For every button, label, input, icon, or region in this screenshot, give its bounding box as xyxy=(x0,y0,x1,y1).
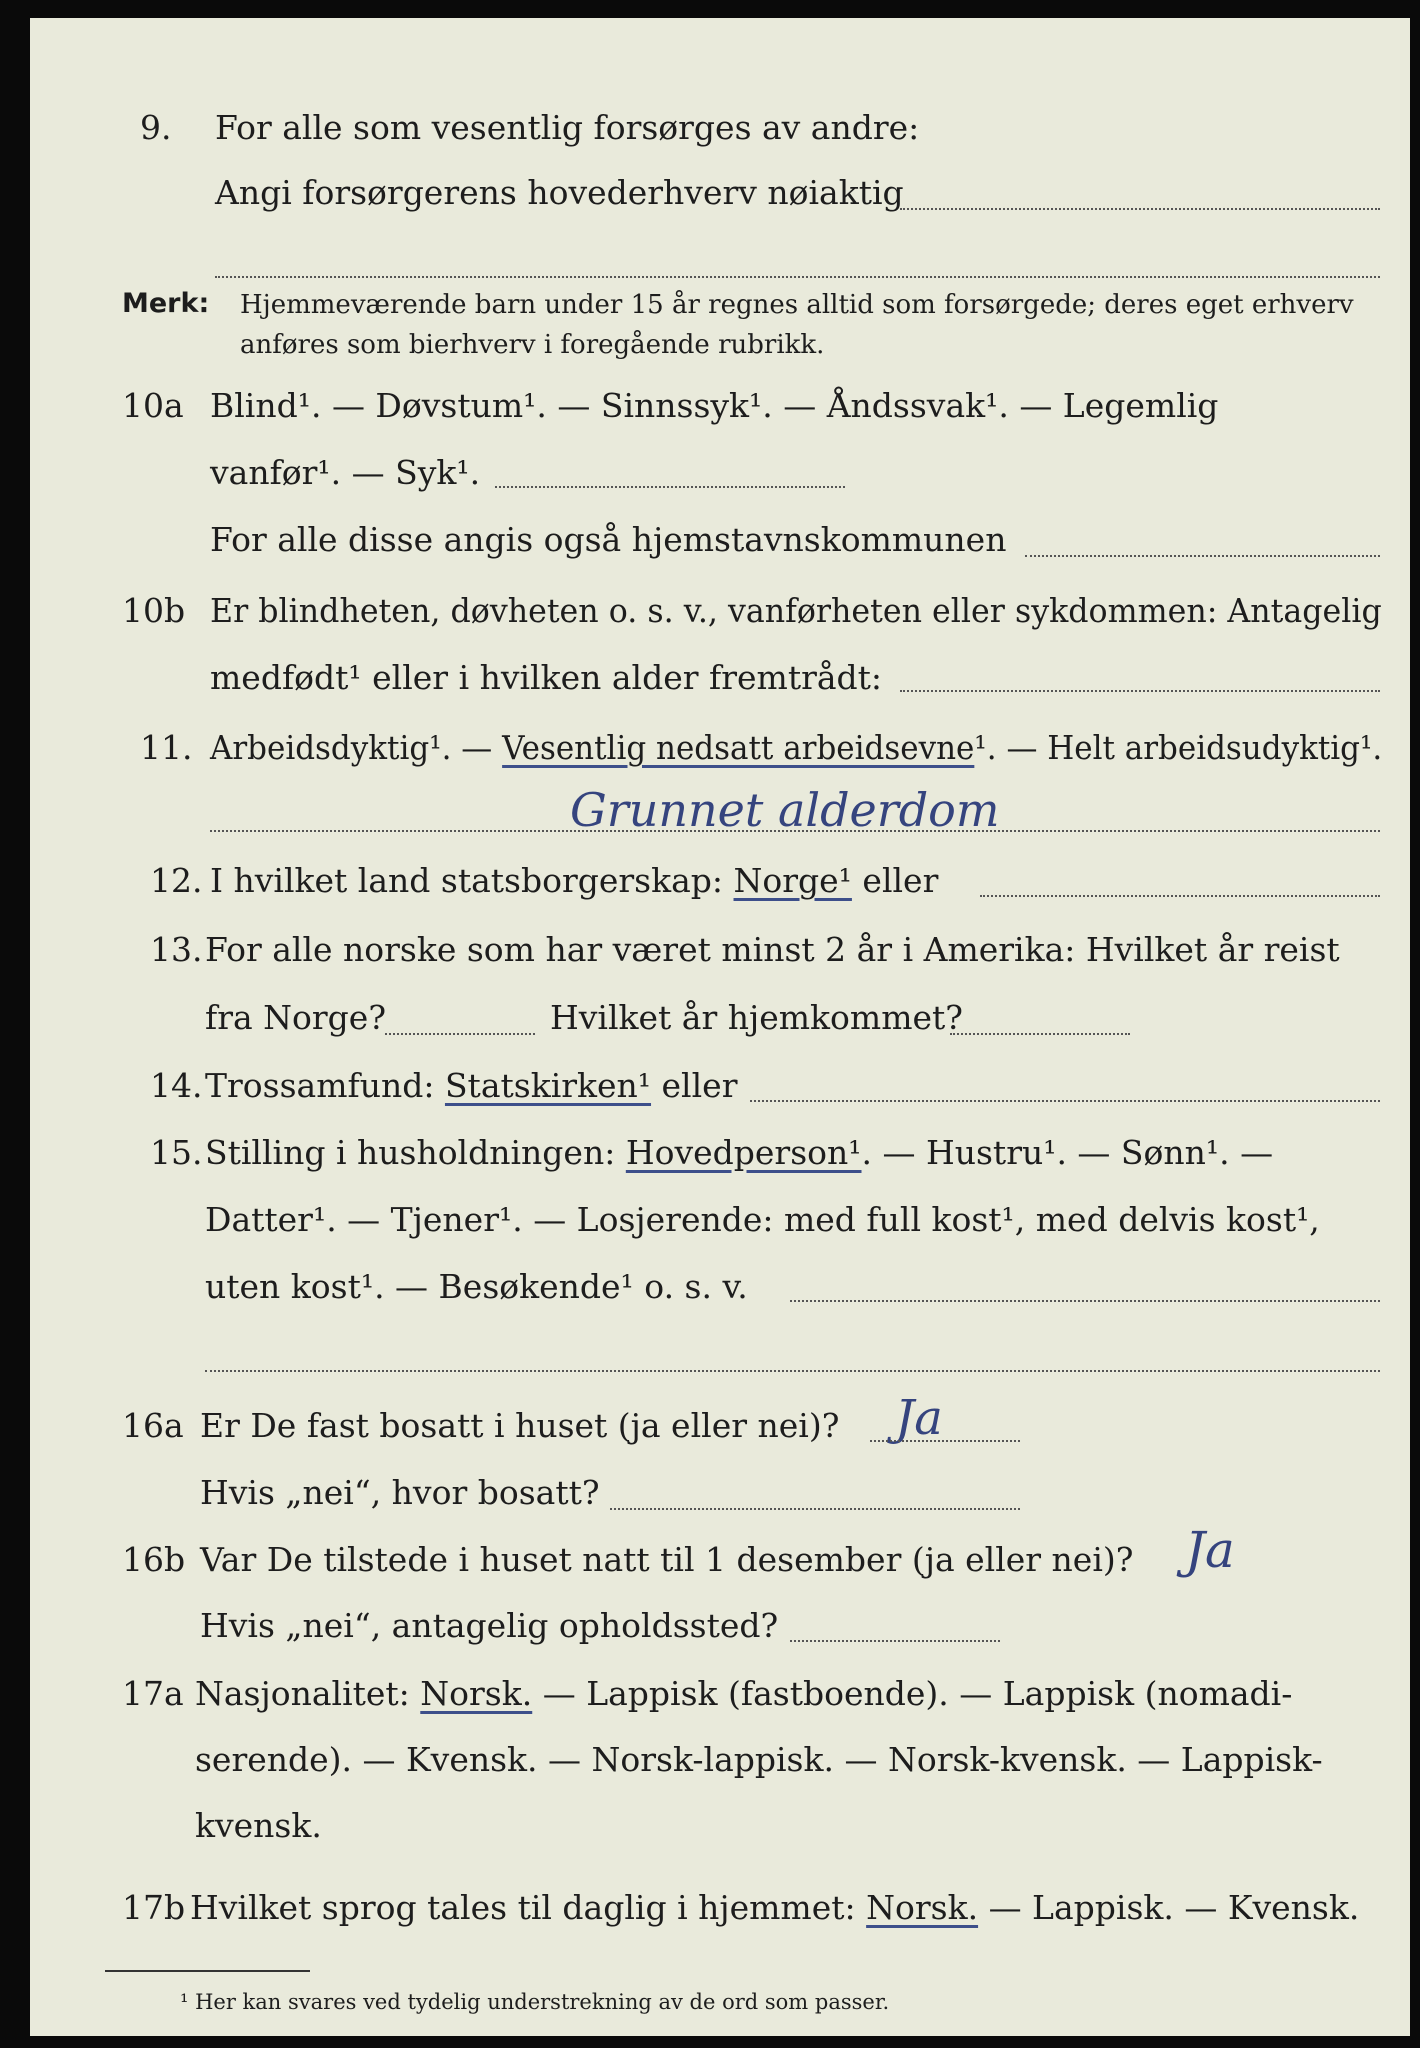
q9-text-line1: For alle som vesentlig forsørges av andre: xyxy=(215,108,920,147)
q17b-text-post: — Lappisk. — Kvensk. xyxy=(978,1888,1360,1927)
q17a-text-pre: Nasjonalitet: xyxy=(195,1674,421,1713)
q9-answer-line-2[interactable] xyxy=(215,276,1380,278)
q16b-text-line2: Hvis „nei“, antagelig opholdssted? xyxy=(200,1606,779,1645)
q10a-number: 10a xyxy=(122,386,184,425)
q14-text-pre: Trossamfund: xyxy=(205,1066,445,1105)
q10b-text-line2: medfødt¹ eller i hvilken alder fremtrådt: xyxy=(210,658,883,697)
q15-answer-line[interactable] xyxy=(790,1300,1380,1302)
q15-text-line2: Datter¹. — Tjener¹. — Losjerende: med full kost¹, med delvis kost¹, xyxy=(205,1200,1320,1239)
q14-answer-line[interactable] xyxy=(750,1100,1380,1102)
q9-text-line2: Angi forsørgerens hovederhverv nøiaktig xyxy=(215,173,904,212)
q16b-handwritten-answer: Ja xyxy=(1185,1521,1235,1579)
q12-text-pre: I hvilket land statsborgerskap: xyxy=(210,861,734,900)
q12-underlined-choice[interactable]: Norge¹ xyxy=(733,861,852,900)
q13-reist-line[interactable] xyxy=(385,1033,535,1035)
q10b-answer-line[interactable] xyxy=(900,690,1380,692)
q13-text-line2a: fra Norge? xyxy=(205,998,387,1037)
q16a-bosatt-line[interactable] xyxy=(610,1508,1020,1510)
q16a-text-line1: Er De fast bosatt i huset (ja eller nei)? xyxy=(200,1406,840,1445)
q14-number: 14. xyxy=(150,1066,203,1105)
merk-label: Merk: xyxy=(122,288,210,319)
q17b-text-pre: Hvilket sprog tales til daglig i hjemmet: xyxy=(190,1888,867,1927)
q15-answer-line-2[interactable] xyxy=(205,1370,1380,1372)
q12-text-post: eller xyxy=(851,861,939,900)
q12-number: 12. xyxy=(150,861,203,900)
q13-hjemkommet-line[interactable] xyxy=(950,1033,1130,1035)
merk-note-line1: Hjemmeværende barn under 15 år regnes alltid som forsørgede; deres eget erhverv xyxy=(240,290,1354,320)
q10a-text-line2: vanfør¹. — Syk¹. xyxy=(210,453,481,492)
q16b-number: 16b xyxy=(122,1540,186,1579)
q17a-text-post: — Lappisk (fastboende). — Lappisk (nomadi- xyxy=(532,1674,1293,1713)
q15-text-line3: uten kost¹. — Besøkende¹ o. s. v. xyxy=(205,1267,748,1306)
q11-answer-line[interactable] xyxy=(210,830,1380,832)
q17a-underlined-choice[interactable]: Norsk. xyxy=(420,1674,533,1713)
q16b-opholdssted-line[interactable] xyxy=(790,1640,1000,1642)
q15-number: 15. xyxy=(150,1133,203,1172)
q10b-text-line1: Er blindheten, døvheten o. s. v., vanførheten eller sykdommen: Antagelig xyxy=(210,591,1382,630)
q13-text-line1: For alle norske som har været minst 2 år i Amerika: Hvilket år reist xyxy=(205,930,1340,969)
q16a-number: 16a xyxy=(122,1406,184,1445)
q11-options xyxy=(210,728,1382,767)
q10a-answer-line[interactable] xyxy=(495,486,845,488)
q12-options xyxy=(210,861,938,900)
q9-answer-line[interactable] xyxy=(900,208,1380,210)
q17a-options xyxy=(195,1674,1292,1713)
q17a-text-line2: serende). — Kvensk. — Norsk-lappisk. — Norsk-kvensk. — Lappisk- xyxy=(195,1740,1323,1779)
q11-text-pre: Arbeidsdyktig¹. — xyxy=(210,728,503,767)
q17b-options xyxy=(190,1888,1359,1927)
q15-text-pre: Stilling i husholdningen: xyxy=(205,1133,626,1172)
q11-number: 11. xyxy=(140,728,193,767)
q16a-text-line2: Hvis „nei“, hvor bosatt? xyxy=(200,1473,600,1512)
q13-number: 13. xyxy=(150,930,203,969)
q11-underlined-choice[interactable]: Vesentlig nedsatt arbeidsevne xyxy=(502,728,975,767)
footnote-text: ¹ Her kan svares ved tydelig understrekning av de ord som passer. xyxy=(180,1990,890,2014)
q17a-number: 17a xyxy=(122,1674,184,1713)
q11-handwritten-answer: Grunnet alderdom xyxy=(570,783,1000,837)
q15-options xyxy=(205,1133,1273,1172)
footnote-divider xyxy=(105,1970,310,1972)
q10b-number: 10b xyxy=(122,591,186,630)
q11-text-post: ¹. — Helt arbeidsudyktig¹. xyxy=(974,728,1383,767)
q14-text-post: eller xyxy=(651,1066,738,1105)
q15-text-post: . — Hustru¹. — Sønn¹. — xyxy=(861,1133,1274,1172)
q16b-text-line1: Var De tilstede i huset natt til 1 desember (ja eller nei)? xyxy=(200,1540,1134,1579)
q10a-text-line1: Blind¹. — Døvstum¹. — Sinnssyk¹. — Åndssvak¹. — Legemlig xyxy=(210,386,1219,425)
census-form-page xyxy=(30,18,1410,2036)
q12-answer-line[interactable] xyxy=(980,895,1380,897)
q17b-underlined-choice[interactable]: Norsk. xyxy=(866,1888,979,1927)
q16a-answer-line[interactable] xyxy=(870,1440,1020,1442)
merk-note-line2: anføres som bierhverv i foregående rubrikk. xyxy=(240,330,825,360)
q10a-text-line3: For alle disse angis også hjemstavnskommunen xyxy=(210,520,1007,559)
q13-text-line2b: Hvilket år hjemkommet? xyxy=(550,998,963,1037)
q9-number: 9. xyxy=(140,108,172,147)
q16a-handwritten-answer: Ja xyxy=(895,1390,943,1446)
q15-underlined-choice[interactable]: Hovedperson¹ xyxy=(625,1133,862,1172)
q10a-hjemstavn-line[interactable] xyxy=(1025,555,1380,557)
q17a-text-line3: kvensk. xyxy=(195,1806,322,1845)
q17b-number: 17b xyxy=(122,1888,186,1927)
q14-options xyxy=(205,1066,737,1105)
q14-underlined-choice[interactable]: Statskirken¹ xyxy=(444,1066,652,1105)
